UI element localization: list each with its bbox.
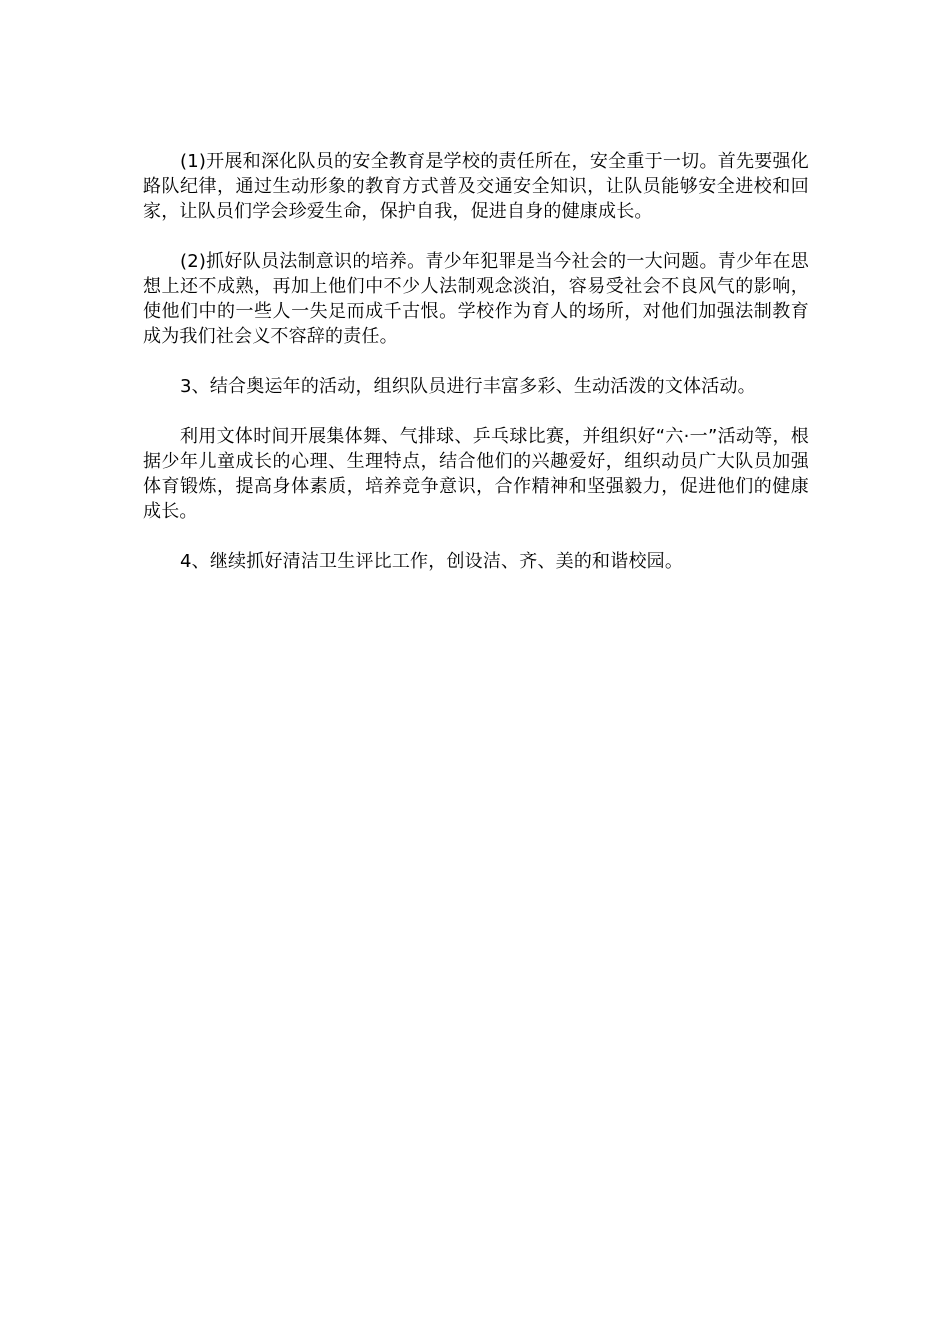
paragraph-safety-education: (1)开展和深化队员的安全教育是学校的责任所在，安全重于一切。首先要强化路队纪律，通过生动形象的教育方式普及交通安全知识，让队员能够安全进校和回家，让队员们学会珍爱生命，保护自我，促进自身的健康成长。 [143,151,809,222]
document-body [143,149,809,599]
paragraph-legal-awareness: (2)抓好队员法制意识的培养。青少年犯罪是当今社会的一大问题。青少年在思想上还不成熟，再加上他们中不少人法制观念淡泊，容易受社会不良风气的影响，使他们中的一些人一失足而成千古恨。学校作为育人的场所，对他们加强法制教育成为我们社会义不容辞的责任。 [143,251,809,347]
paragraph-sports-events: 利用文体时间开展集体舞、气排球、乒乓球比赛，并组织好“六·一”活动等，根据少年儿童成长的心理、生理特点，结合他们的兴趣爱好，组织动员广大队员加强体育锻炼，提高身体素质，培养竞争意识，合作精神和坚强毅力，促进他们的健康成长。 [143,426,809,522]
paragraph-hygiene-campaign: 4、继续抓好清洁卫生评比工作，创设洁、齐、美的和谐校园。 [180,551,684,572]
paragraph-olympic-activities: 3、结合奥运年的活动，组织队员进行丰富多彩、生动活泼的文体活动。 [180,376,756,397]
